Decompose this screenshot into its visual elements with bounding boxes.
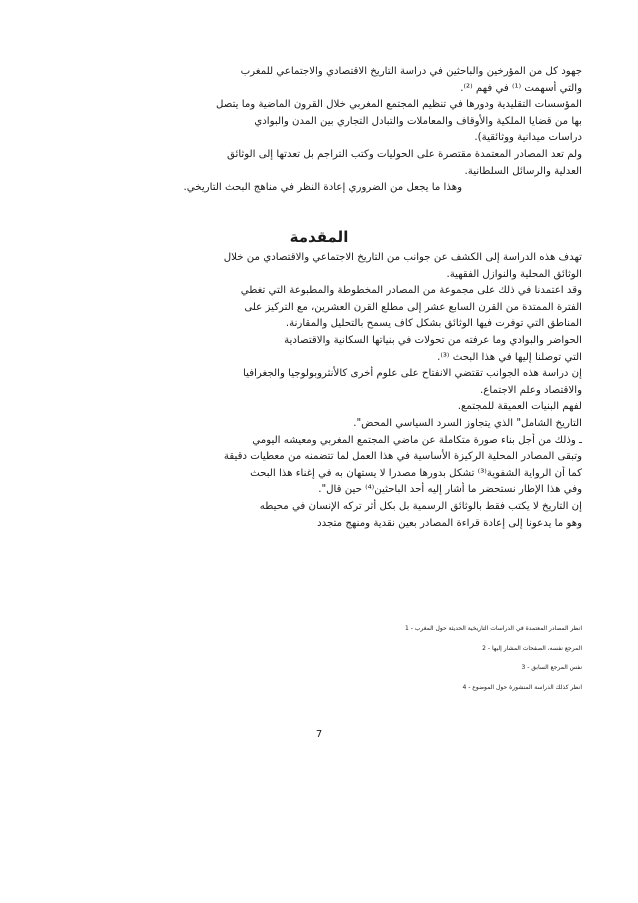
- text-line: ﺑﻬﺎ ﻣﻦ ﻗﻀﺎﻳﺎ ﺍﻟﻤﻠﻜﻴﺔ ﻭﺍﻷﻭﻗﺎﻑ ﻭﺍﻟﻤﻌﺎﻣﻼﺕ ﻭﺍﻟﺘﺒﺎﺩﻝ ﺍﻟﺘﺠﺎﺭﻱ ﺑﻴﻦ ﺍﻟﻤﺪﻥ ﻭﺍﻟﺒﻮﺍﺩﻱ: [254, 115, 582, 127]
- text-line: .ﺍﻟﻤﻨﺎﻃﻖ ﺍﻟﺘﻲ ﺗﻮﻓﺮﺕ ﻓﻴﻬﺎ ﺍﻟﻮﺛﺎﺋﻖ ﺑﺸﻜﻞ ﻛﺎﻑ ﻳﺴﻤﺢ ﺑﺎﻟﺘﺤﻠﻴﻞ ﻭﺍﻟﻤﻘﺎﺭﻧﺔ: [285, 318, 582, 330]
- text-line: ـ ﻭﺫﻟﻚ ﻣﻦ ﺃﺟﻞ ﺑﻨﺎﺀ ﺻﻮﺭﺓ ﻣﺘﻜﺎﻣﻠﺔ ﻋﻦ ﻣﺎﺿﻲ ﺍﻟﻤﺠﺘﻤﻊ ﺍﻟﻤﻐﺮﺑﻲ ﻭﻣﻌﻴﺸﻪ ﺍﻟﻴﻮﻣﻲ: [252, 434, 582, 446]
- text-line: ﺇﻥ ﺩﺭﺍﺳﺔ ﻫﺬﻩ ﺍﻟﺠﻮﺍﻧﺐ ﺗﻘﺘﻀﻲ ﺍﻻﻧﻔﺘﺎﺡ ﻋﻠﻰ ﻋﻠﻮﻡ ﺃﺧﺮﻯ ﻛﺎﻷﻧﺜﺮﻭﺑﻮﻟﻮﺟﻴﺎ ﻭﺍﻟﺠﻐﺮﺍﻓﻴﺎ: [243, 368, 582, 380]
- text-line: ﺟﻬﻮﺩ ﻛﻞ ﻣﻦ ﺍﻟﻤﺆﺭﺧﻴﻦ ﻭﺍﻟﺒﺎﺣﺜﻴﻦ ﻓﻲ ﺩﺭﺍﺳﺔ ﺍﻟﺘﺎﺭﻳﺦ ﺍﻻﻗﺘﺼﺎﺩﻱ ﻭﺍﻻﺟﺘﻤﺎﻋﻲ ﻟﻠﻤﻐﺮﺏ: [240, 66, 582, 77]
- top-paragraph: [56, 64, 582, 197]
- text-line: .ﺍﻟﻮﺛﺎﺋﻖ ﺍﻟﻤﺤﻠﻴﺔ ﻭﺍﻟﻨﻮﺍﺯﻝ ﺍﻟﻔﻘﻬﻴﺔ: [446, 268, 582, 280]
- text-line: ﻭﻗﺪ ﺍﻋﺘﻤﺪﻧﺎ ﻓﻲ ﺫﻟﻚ ﻋﻠﻰ ﻣﺠﻤﻮﻋﺔ ﻣﻦ ﺍﻟﻤﺼﺎﺩﺭ ﺍﻟﻤﺨﻄﻮﻃﺔ ﻭﺍﻟﻤﻄﺒﻮﻋﺔ ﺍﻟﺘﻲ ﺗﻐﻄﻲ: [240, 285, 582, 297]
- footnotes: [230, 619, 582, 697]
- footnote: 1 - ﺍﻧﻈﺮ ﺍﻟﻤﺼﺎﺩﺭ ﺍﻟﻤﻌﺘﻤﺪﺓ ﻓﻲ ﺍﻟﺪﺭﺍﺳﺎﺕ ﺍﻟﺘﺎﺭﻳﺨﻴﺔ ﺍﻟﺤﺪﻳﺜﺔ ﺣﻮﻝ ﺍﻟﻤﻐﺮﺏ: [404, 625, 582, 632]
- text-line: ﺍﻟﻤﺆﺳﺴﺎﺕ ﺍﻟﺘﻘﻠﻴﺪﻳﺔ ﻭﺩﻭﺭﻫﺎ ﻓﻲ ﺗﻨﻈﻴﻢ ﺍﻟﻤﺠﺘﻤﻊ ﺍﻟﻤﻐﺮﺑﻲ ﺧﻼﻝ ﺍﻟﻘﺮﻭﻥ ﺍﻟﻤﺎﺿﻴﺔ ﻭﻣﺎ ﻳﺘﺼﻞ: [216, 99, 582, 111]
- text-line: ."ﻭﻓﻲ ﻫﺬﺍ ﺍﻹﻃﺎﺭ ﻧﺴﺘﺤﻀﺮ ﻣﺎ ﺃﺷﺎﺭ ﺇﻟﻴﻪ ﺃﺣﺪ ﺍﻟﺒﺎﺣﺜﻴﻦ⁽⁴⁾ ﺣﻴﻦ ﻗﺎﻝ: [318, 484, 582, 496]
- text-line: ﺍﻟﺤﻮﺍﺿﺮ ﻭﺍﻟﺒﻮﺍﺩﻱ ﻭﻣﺎ ﻋﺮﻓﺘﻪ ﻣﻦ ﺗﺤﻮﻻﺕ ﻓﻲ ﺑﻨﻴﺎﺗﻬﺎ ﺍﻟﺴﻜﺎﻧﻴﺔ ﻭﺍﻻﻗﺘﺼﺎﺩﻳﺔ: [284, 334, 582, 346]
- text-line: .ﺍﻟﻌﺪﻟﻴﺔ ﻭﺍﻟﺮﺳﺎﺋﻞ ﺍﻟﺴﻠﻄﺎﻧﻴﺔ: [464, 165, 582, 177]
- text-line: ﺇﻥ ﺍﻟﺘﺎﺭﻳﺦ ﻻ ﻳﻜﺘﺐ ﻓﻘﻂ ﺑﺎﻟﻮﺛﺎﺋﻖ ﺍﻟﺮﺳﻤﻴﺔ ﺑﻞ ﺑﻜﻞ ﺃﺛﺮ ﺗﺮﻛﻪ ﺍﻹﻧﺴﺎﻥ ﻓﻲ ﻣﺤﻴﻄﻪ: [259, 500, 582, 512]
- section-heading: ﺍﻟﻤﻘﺪﻣﺔ: [289, 228, 349, 246]
- text-line: ."ﺍﻟﺘﺎﺭﻳﺦ ﺍﻟﺸﺎﻣﻞ" ﺍﻟﺬﻱ ﻳﺘﺠﺎﻭﺯ ﺍﻟﺴﺮﺩ ﺍﻟﺴﻴﺎﺳﻲ ﺍﻟﻤﺤﺾ: [353, 417, 582, 429]
- text-line: ﻭﻟﻢ ﺗﻌﺪ ﺍﻟﻤﺼﺎﺩﺭ ﺍﻟﻤﻌﺘﻤﺪﺓ ﻣﻘﺘﺼﺮﺓ ﻋﻠﻰ ﺍﻟﺤﻮﻟﻴﺎﺕ ﻭﻛﺘﺐ ﺍﻟﺘﺮﺍﺟﻢ ﺑﻞ ﺗﻌﺪﺗﻬﺎ ﺇﻟﻰ ﺍﻟﻮﺛﺎﺋﻖ: [227, 148, 582, 160]
- footnote: 2 - ﺍﻟﻤﺮﺟﻊ ﻧﻔﺴﻪ، ﺍﻟﺼﻔﺤﺎﺕ ﺍﻟﻤﺸﺎﺭ ﺇﻟﻴﻬﺎ: [482, 644, 582, 652]
- text-line: .⁽²⁾ ﻭﺍﻟﺘﻲ ﺃﺳﻬﻤﺖ ⁽¹⁾ ﻓﻲ ﻓﻬﻢ: [460, 82, 582, 94]
- footnote: 3 - ﻧﻔﺲ ﺍﻟﻤﺮﺟﻊ ﺍﻟﺴﺎﺑﻖ: [521, 664, 582, 671]
- body-paragraph: [56, 250, 582, 532]
- page-number: 7: [315, 729, 323, 740]
- text-line: ﺍﻟﻔﺘﺮﺓ ﺍﻟﻤﻤﺘﺪﺓ ﻣﻦ ﺍﻟﻘﺮﻥ ﺍﻟﺴﺎﺑﻊ ﻋﺸﺮ ﺇﻟﻰ ﻣﻄﻠﻊ ﺍﻟﻘﺮﻥ ﺍﻟﻌﺸﺮﻳﻦ، ﻣﻊ ﺍﻟﺘﺮﻛﻴﺰ ﻋﻠﻰ: [244, 301, 582, 313]
- text-line: .ﻭﻫﺬﺍ ﻣﺎ ﻳﺠﻌﻞ ﻣﻦ ﺍﻟﻀﺮﻭﺭﻱ ﺇﻋﺎﺩﺓ ﺍﻟﻨﻈﺮ ﻓﻲ ﻣﻨﺎﻫﺞ ﺍﻟﺒﺤﺚ ﺍﻟﺘﺎﺭﻳﺨﻲ: [183, 182, 462, 194]
- text-line: ﻭﻫﻮ ﻣﺎ ﻳﺪﻋﻮﻧﺎ ﺇﻟﻰ ﺇﻋﺎﺩﺓ ﻗﺮﺍﺀﺓ ﺍﻟﻤﺼﺎﺩﺭ ﺑﻌﻴﻦ ﻧﻘﺪﻳﺔ ﻭﻣﻨﻬﺞ ﻣﺘﺠﺪﺩ: [317, 517, 582, 529]
- text-line: ﺗﻬﺪﻑ ﻫﺬﻩ ﺍﻟﺪﺭﺍﺳﺔ ﺇﻟﻰ ﺍﻟﻜﺸﻒ ﻋﻦ ﺟﻮﺍﻧﺐ ﻣﻦ ﺍﻟﺘﺎﺭﻳﺦ ﺍﻻﺟﺘﻤﺎﻋﻲ ﻭﺍﻻﻗﺘﺼﺎﺩﻱ ﻣﻦ ﺧﻼﻝ: [223, 252, 582, 263]
- footnote: 4 - ﺍﻧﻈﺮ ﻛﺬﻟﻚ ﺍﻟﺪﺭﺍﺳﺔ ﺍﻟﻤﻨﺸﻮﺭﺓ ﺣﻮﻝ ﺍﻟﻤﻮﺿﻮﻉ: [462, 683, 582, 691]
- text-line: .(ﺩﺭﺍﺳﺎﺕ ﻣﻴﺪﺍﻧﻴﺔ ﻭﻭﺛﺎﺋﻘﻴﺔ: [474, 132, 582, 144]
- text-line: .⁽³⁾ ﺍﻟﺘﻲ ﺗﻮﺻﻠﻨﺎ ﺇﻟﻴﻬﺎ ﻓﻲ ﻫﺬﺍ ﺍﻟﺒﺤﺚ: [437, 351, 582, 363]
- text-line: .ﻭﺍﻻﻗﺘﺼﺎﺩ ﻭﻋﻠﻢ ﺍﻻﺟﺘﻤﺎﻉ: [480, 384, 582, 396]
- text-line: ﻛﻤﺎ ﺃﻥ ﺍﻟﺮﻭﺍﻳﺔ ﺍﻟﺸﻔﻮﻳﺔ⁽³⁾ ﺗﺸﻜﻞ ﺑﺪﻭﺭﻫﺎ ﻣﺼﺪﺭﺍ ﻻ ﻳﺴﺘﻬﺎﻥ ﺑﻪ ﻓﻲ ﺇﻏﻨﺎﺀ ﻫﺬﺍ ﺍﻟﺒﺤﺚ: [250, 467, 582, 479]
- text-line: .ﻟﻔﻬﻢ ﺍﻟﺒﻨﻴﺎﺕ ﺍﻟﻌﻤﻴﻘﺔ ﻟﻠﻤﺠﺘﻤﻊ: [457, 401, 582, 413]
- text-line: ﻭﺗﺒﻘﻰ ﺍﻟﻤﺼﺎﺩﺭ ﺍﻟﻤﺤﻠﻴﺔ ﺍﻟﺮﻛﻴﺰﺓ ﺍﻷﺳﺎﺳﻴﺔ ﻓﻲ ﻫﺬﺍ ﺍﻟﻌﻤﻞ ﻟﻤﺎ ﺗﺘﻀﻤﻨﻪ ﻣﻦ ﻣﻌﻄﻴﺎﺕ ﺩﻗﻴﻘﺔ: [223, 451, 582, 463]
